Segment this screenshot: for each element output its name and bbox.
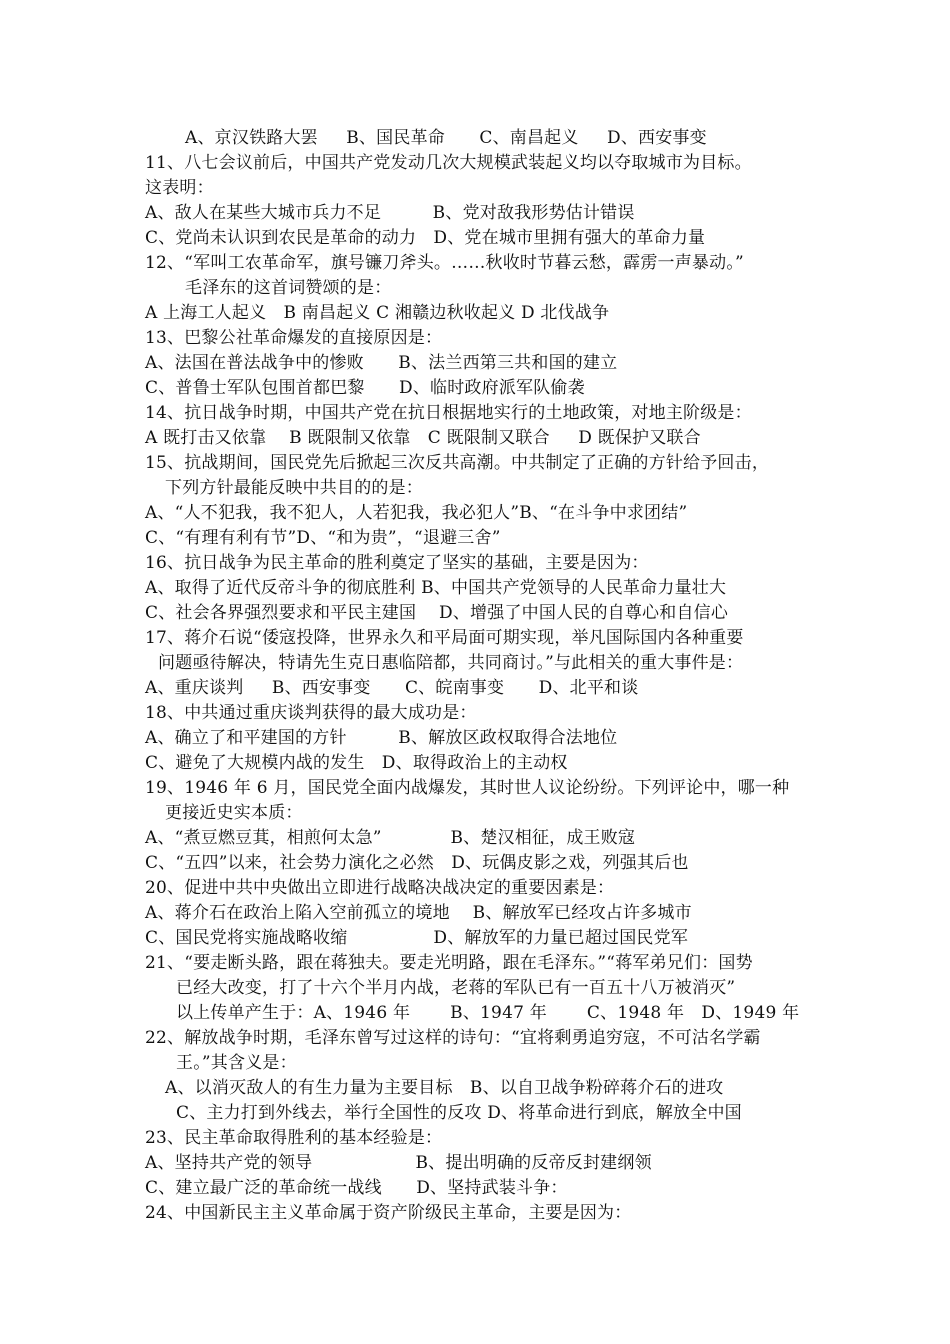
q10-options: A、京汉铁路大罢 B、国民革命 C、南昌起义 D、西安事变	[185, 128, 707, 148]
q16-stem: 16、抗日战争为民主革命的胜利奠定了坚实的基础，主要是因为：	[145, 553, 649, 573]
q21-options: 以上传单产生于：A、1946 年 B、1947 年 C、1948 年 D、1949 年	[176, 1003, 800, 1023]
q21-stem: 21、“要走断头路，跟在蒋独夫。要走光明路，跟在毛泽东。”“蒋军弟兄们：国势	[145, 953, 753, 973]
q11-options-cd: C、党尚未认识到农民是革命的动力 D、党在城市里拥有强大的革命力量	[145, 228, 706, 248]
q18-stem: 18、中共通过重庆谈判获得的最大成功是：	[145, 703, 477, 723]
q16-options-cd: C、社会各界强烈要求和平民主建国 D、增强了中国人民的自尊心和自信心	[145, 603, 729, 623]
q17-options: A、重庆谈判 B、西安事变 C、皖南事变 D、北平和谈	[145, 678, 639, 698]
q19-stem: 19、1946 年 6 月，国民党全面内战爆发，其时世人议论纷纷。下列评论中，哪一种	[145, 778, 790, 798]
q19-options-ab: A、“煮豆燃豆萁，相煎何太急” B、楚汉相征，成王败寇	[145, 828, 636, 848]
q15-stem: 15、抗战期间，国民党先后掀起三次反共高潮。中共制定了正确的方针给予回击，	[145, 453, 770, 473]
q20-options-cd: C、国民党将实施战略收缩 D、解放军的力量已超过国民党军	[145, 928, 689, 948]
q19-options-cd: C、“五四”以来，社会势力演化之必然 D、玩偶皮影之戏，列强其后也	[145, 853, 689, 873]
q17-stem-cont: 问题亟待解决，特请先生克日惠临陪都，共同商讨。”与此相关的重大事件是：	[158, 653, 744, 673]
q22-stem: 22、解放战争时期，毛泽东曾写过这样的诗句：“宜将剩勇追穷寇，不可沽名学霸	[145, 1028, 761, 1048]
q13-options-ab: A、法国在普法战争中的惨败 B、法兰西第三共和国的建立	[145, 353, 618, 373]
q15-options-cd: C、“有理有利有节”D、“和为贵”，“退避三舍”	[145, 528, 501, 548]
q20-options-ab: A、蒋介石在政治上陷入空前孤立的境地 B、解放军已经攻占许多城市	[145, 903, 692, 923]
q21-stem-cont: 已经大改变，打了十六个半月内战，老蒋的军队已有一百五十八万被消灭”	[176, 978, 736, 998]
q23-options-cd: C、建立最广泛的革命统一战线 D、坚持武装斗争：	[145, 1178, 568, 1198]
q18-options-ab: A、确立了和平建国的方针 B、解放区政权取得合法地位	[145, 728, 618, 748]
q24-stem: 24、中国新民主主义革命属于资产阶级民主革命，主要是因为：	[145, 1203, 632, 1223]
q14-stem: 14、抗日战争时期，中国共产党在抗日根据地实行的土地政策，对地主阶级是：	[145, 403, 752, 423]
q12-stem-cont: 毛泽东的这首词赞颂的是：	[185, 278, 392, 298]
q22-options-cd: C、主力打到外线去，举行全国性的反攻 D、将革命进行到底，解放全中国	[176, 1103, 742, 1123]
q18-options-cd: C、避免了大规模内战的发生 D、取得政治上的主动权	[145, 753, 568, 773]
q12-options: A 上海工人起义 B 南昌起义 C 湘赣边秋收起义 D 北伐战争	[145, 303, 610, 323]
q16-options-ab: A、取得了近代反帝斗争的彻底胜利 B、中国共产党领导的人民革命力量壮大	[145, 578, 727, 598]
q11-stem: 11、八七会议前后，中国共产党发动几次大规模武装起义均以夺取城市为目标。	[145, 153, 752, 173]
q12-stem: 12、“军叫工农革命军，旗号镰刀斧头。……秋收时节暮云愁，霹雳一声暴动。”	[145, 253, 744, 273]
q11-stem-cont: 这表明：	[145, 178, 214, 198]
q15-options-ab: A、“人不犯我，我不犯人，人若犯我，我必犯人”B、“在斗争中求团结”	[145, 503, 688, 523]
q13-options-cd: C、普鲁士军队包围首都巴黎 D、临时政府派军队偷袭	[145, 378, 585, 398]
q23-stem: 23、民主革命取得胜利的基本经验是：	[145, 1128, 443, 1148]
q15-stem-cont: 下列方针最能反映中共目的的是：	[165, 478, 423, 498]
q23-options-ab: A、坚持共产党的领导 B、提出明确的反帝反封建纲领	[145, 1153, 652, 1173]
q22-options-ab: A、以消灭敌人的有生力量为主要目标 B、以自卫战争粉碎蒋介石的进攻	[165, 1078, 724, 1098]
q22-stem-cont: 王。”其含义是：	[176, 1053, 297, 1073]
q19-stem-cont: 更接近史实本质：	[165, 803, 303, 823]
q17-stem: 17、蒋介石说“倭寇投降，世界永久和平局面可期实现，举凡国际国内各种重要	[145, 628, 744, 648]
q13-stem: 13、巴黎公社革命爆发的直接原因是：	[145, 328, 443, 348]
q14-options: A 既打击又依靠 B 既限制又依靠 C 既限制又联合 D 既保护又联合	[145, 428, 701, 448]
q20-stem: 20、促进中共中央做出立即进行战略决战决定的重要因素是：	[145, 878, 615, 898]
q11-options-ab: A、敌人在某些大城市兵力不足 B、党对敌我形势估计错误	[145, 203, 635, 223]
